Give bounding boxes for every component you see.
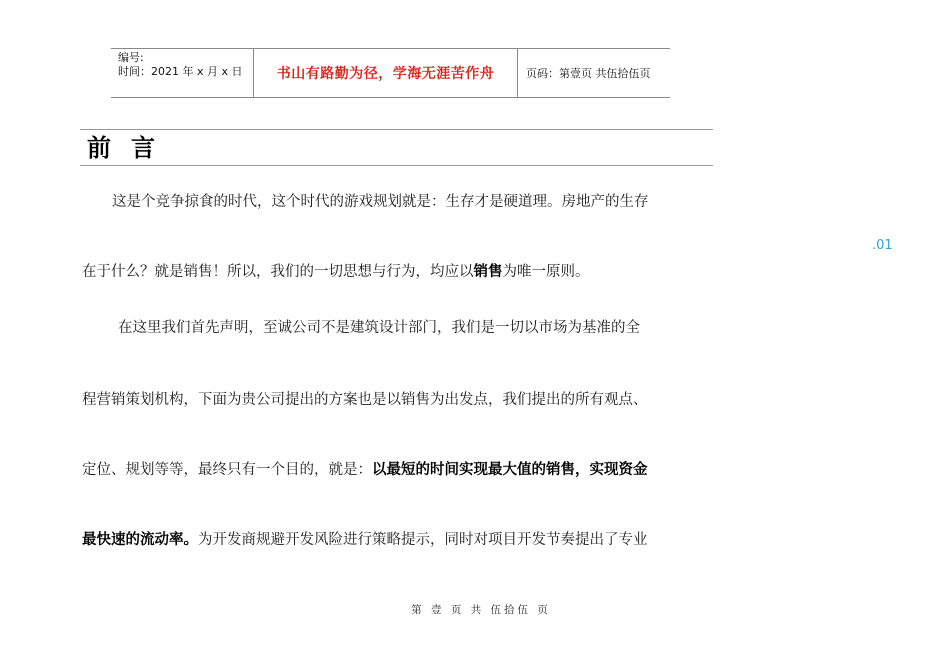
emphasis-liquidity: 最快速的流动率。 (82, 532, 198, 548)
header-motto: 书山有路勤为径，学海无涯苦作舟 (254, 49, 518, 97)
page-footer: 第 壹 页 共 伍拾伍 页 (411, 604, 551, 616)
header-page-info: 页码：第壹页 共伍拾伍页 (526, 67, 651, 80)
header-table (111, 48, 670, 98)
paragraph-2-line-3: 定位、规划等等，最终只有一个目的，就是：以最短的时间实现最大值的销售，实现资金 (82, 462, 648, 478)
paragraph-2-line-2: 程营销策划机构，下面为贵公司提出的方案也是以销售为出发点，我们提出的所有观点、 (82, 392, 648, 408)
emphasis-sales: 销售 (473, 264, 503, 280)
paragraph-2-line-4: 最快速的流动率。为开发商规避开发风险进行策略提示，同时对项目开发节奏提出了专业 (82, 532, 648, 548)
title-rule-bottom (80, 165, 713, 166)
page-title: 前言 (87, 134, 175, 162)
paragraph-1-line-1: 这是个竞争掠食的时代，这个时代的游戏规划就是：生存才是硬道理。房地产的生存 (112, 194, 649, 210)
side-page-number: .01 (872, 238, 893, 253)
paragraph-1-line-2: 在于什么？就是销售！所以，我们的一切思想与行为，均应以销售为唯一原则。 (82, 264, 590, 280)
emphasis-goal: 以最短的时间实现最大值的销售，实现资金 (372, 462, 648, 478)
title-rule-top (80, 129, 713, 130)
header-meta (111, 49, 254, 97)
number-label: 编号: (118, 51, 144, 64)
date-line: 时间：2021 年 x 月 x 日 (118, 65, 243, 78)
paragraph-2-line-1: 在这里我们首先声明，至诚公司不是建筑设计部门，我们是一切以市场为基准的全 (118, 320, 640, 336)
